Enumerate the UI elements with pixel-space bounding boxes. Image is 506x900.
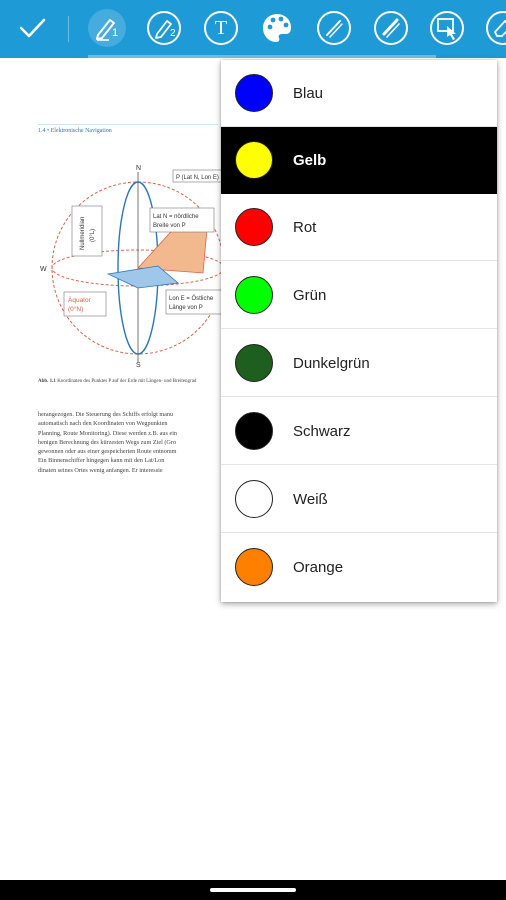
figure-callout-lat-1: Lat N = nördliche: [153, 214, 199, 220]
color-option-label: Weiß: [293, 491, 328, 508]
body-line: dinaten seines Ortes wenig anfangen. Er interessie: [38, 466, 163, 474]
palette-icon: [259, 10, 295, 46]
touch-select-button[interactable]: [428, 9, 466, 47]
pen-2-badge: 2: [170, 28, 176, 39]
color-option-label: Schwarz: [293, 423, 351, 440]
figure-label-n: N: [136, 165, 142, 172]
globe-figure: [38, 158, 238, 368]
figure-callout-lat-2: Breite von P: [153, 223, 186, 229]
check-icon: [17, 13, 47, 43]
color-swatch: [235, 276, 273, 314]
eraser-button[interactable]: [484, 9, 506, 47]
body-line: automatisch nach den Koordinaten von Wegpunkten: [38, 420, 168, 428]
figure-equator-1: Äquator: [68, 297, 91, 304]
confirm-button[interactable]: [13, 9, 51, 47]
color-option-rot[interactable]: [221, 194, 497, 261]
figure-callout-lon-2: Länge von P: [169, 305, 203, 311]
header-rule: [38, 106, 218, 125]
figure-label-s: S: [136, 362, 141, 368]
pen-2-button[interactable]: [145, 9, 183, 47]
color-option-label: Gelb: [293, 152, 327, 169]
text-tool-glyph: T: [214, 17, 228, 39]
color-option-label: Grün: [293, 287, 327, 304]
pen-1-button[interactable]: [88, 9, 126, 47]
body-line: herangezogen. Die Steuerung des Schiffs erfolgt manu: [38, 411, 174, 418]
color-swatch: [235, 412, 273, 450]
color-palette-button[interactable]: [258, 9, 296, 47]
thick-brush-button[interactable]: [372, 9, 410, 47]
color-swatch: [235, 208, 273, 246]
figure-meridian-1: Nullmeridian: [80, 216, 86, 250]
color-option-blau[interactable]: [221, 60, 497, 127]
color-option-weiss[interactable]: [221, 466, 497, 533]
pen-2-icon: [146, 10, 182, 46]
figure-meridian-2: (0°L): [90, 228, 96, 242]
color-menu: [221, 60, 497, 602]
color-swatch: [235, 480, 273, 518]
pen-1-badge: 1: [112, 27, 119, 39]
body-line: Ein Binnenschiffer hingegen kann mit den Lat/Lon: [38, 457, 165, 465]
body-line: henigen Berechnung des kürzesten Wegs zum Ziel (Gro: [38, 438, 177, 446]
touch-select-icon: [429, 10, 465, 46]
color-option-dunkelgruen[interactable]: [221, 330, 497, 397]
color-option-orange[interactable]: [221, 534, 497, 601]
body-text: [38, 410, 228, 475]
color-swatch: [235, 141, 273, 179]
body-line: Planning, Route Monitoring). Diese werden z.B. aus ein: [38, 429, 178, 437]
toolbar-divider: [68, 16, 69, 42]
figure-label-w: W: [40, 266, 47, 273]
figure-caption-label: Abb. 1.1: [38, 379, 56, 384]
color-option-label: Dunkelgrün: [293, 355, 370, 372]
figure-callout-lon-1: Lon E = Östliche: [169, 296, 214, 302]
annotation-toolbar: [0, 0, 506, 58]
color-option-schwarz[interactable]: [221, 398, 497, 465]
figure-caption: [38, 378, 228, 385]
eraser-icon: [485, 10, 506, 46]
color-option-gelb[interactable]: [221, 127, 497, 194]
color-swatch: [235, 548, 273, 586]
color-option-label: Blau: [293, 85, 324, 102]
pen-1-icon: [90, 11, 124, 45]
color-option-gruen[interactable]: [221, 262, 497, 329]
text-tool-button[interactable]: [202, 9, 240, 47]
color-swatch: [235, 344, 273, 382]
brush-thick-icon: [373, 10, 409, 46]
home-gesture-handle[interactable]: [210, 888, 296, 892]
color-option-label: Rot: [293, 219, 317, 236]
body-line: gewonnen oder aus einer gespeicherten Route entnomm: [38, 448, 177, 456]
brush-thin-icon: [316, 10, 352, 46]
figure-equator-2: (0°N): [68, 306, 84, 313]
thin-brush-button[interactable]: [315, 9, 353, 47]
figure-callout-p: P (Lat N, Lon E): [176, 175, 219, 181]
system-navigation-bar: [0, 880, 506, 900]
running-head: 1.4 • Elektronische Navigation: [38, 128, 112, 134]
color-option-label: Orange: [293, 559, 344, 576]
color-swatch: [235, 74, 273, 112]
figure-caption-text: Koordinaten des Punktes P auf der Erde mit Längen- und Breitengrad: [57, 379, 197, 384]
